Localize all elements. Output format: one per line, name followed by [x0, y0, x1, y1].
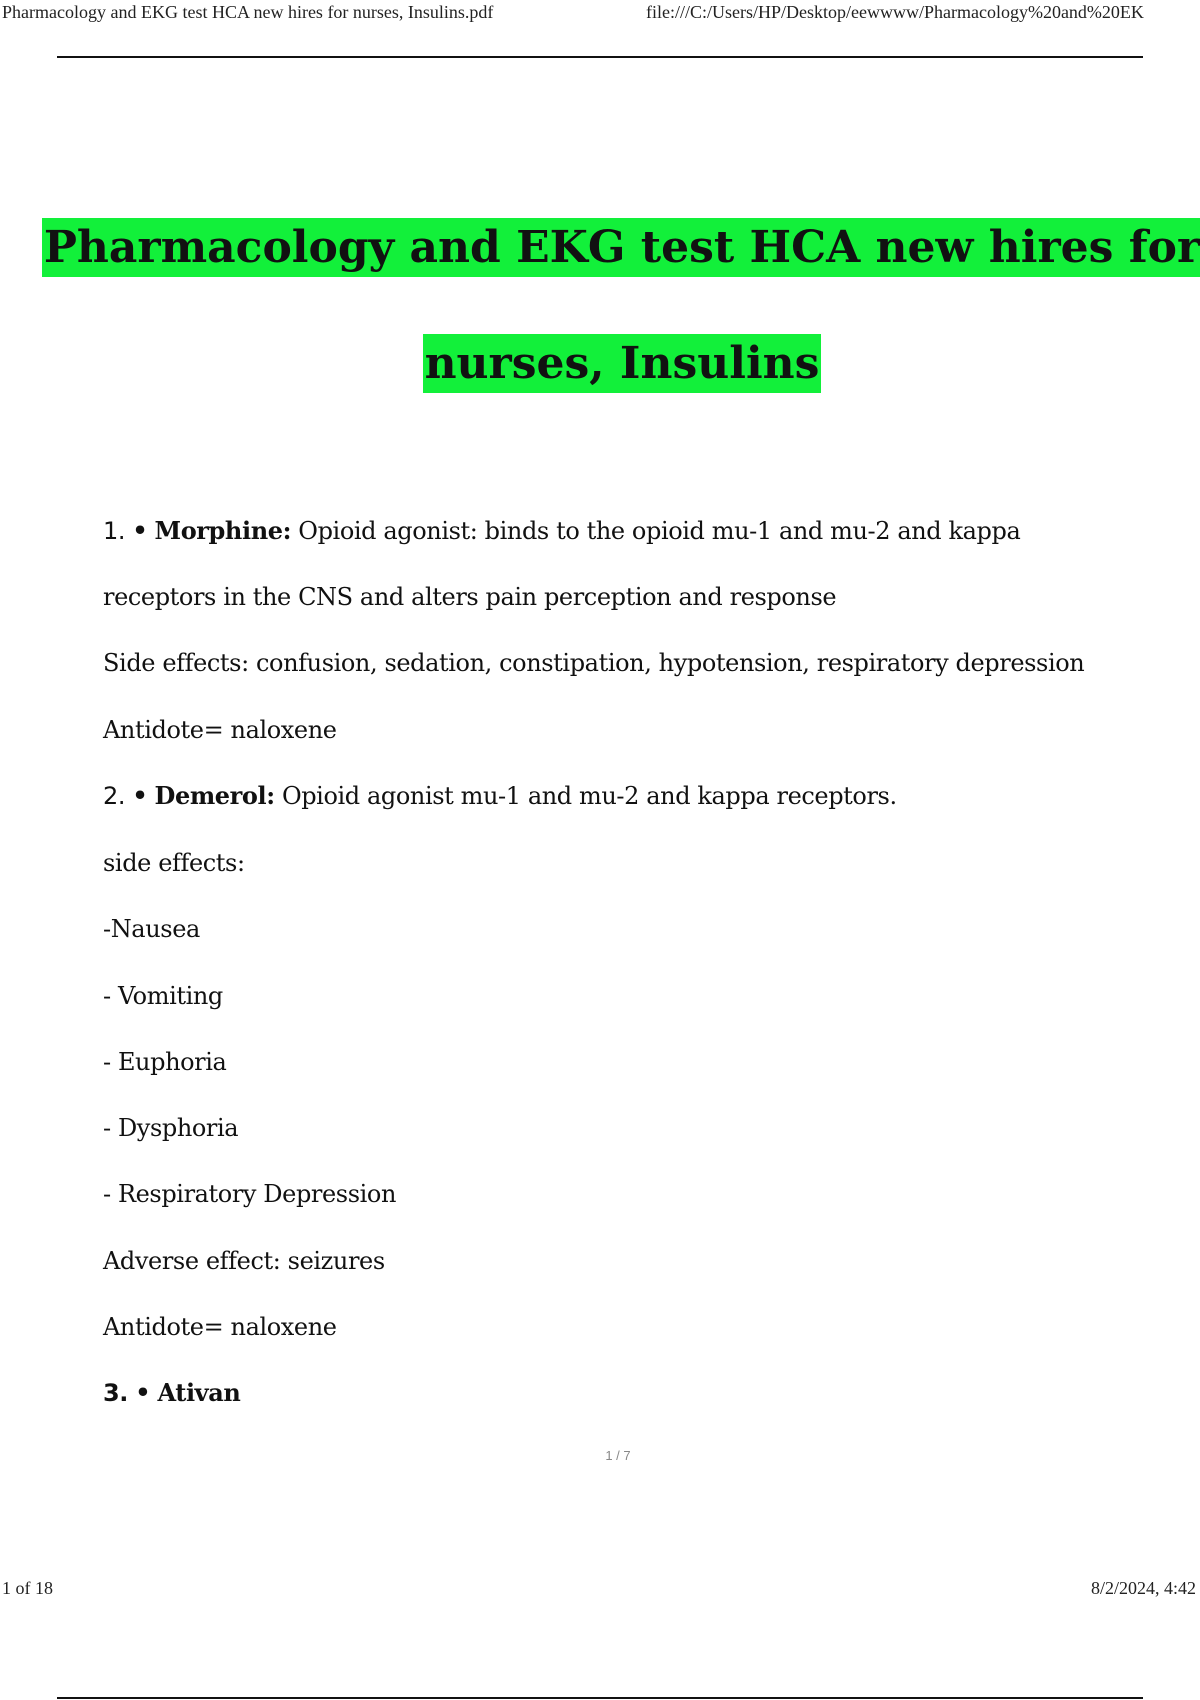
side-effect-item: - Euphoria: [103, 1048, 227, 1076]
item-2-number: 2.: [103, 782, 126, 810]
header-divider: [57, 56, 1143, 58]
item-1-antidote: Antidote= naloxene: [103, 716, 337, 744]
item-2-antidote: Antidote= naloxene: [103, 1313, 337, 1341]
side-effect-item: - Dysphoria: [103, 1114, 239, 1142]
print-header-title: Pharmacology and EKG test HCA new hires for nurses, Insulins.pdf: [2, 2, 494, 22]
item-1-name: Morphine:: [154, 516, 292, 545]
item-3-name: Ativan: [157, 1378, 241, 1407]
document-title: [0, 190, 1200, 422]
print-header: [0, 2, 1200, 24]
item-2-name: Demerol:: [154, 781, 275, 810]
print-header-url: file:///C:/Users/HP/Desktop/eewwww/Pharmacology%20and%20EK: [646, 2, 1144, 22]
side-effect-item: - Vomiting: [103, 982, 223, 1010]
item-3-number: 3.: [103, 1379, 129, 1407]
side-effect-item: -Nausea: [103, 915, 200, 943]
item-2-bullet: •: [132, 781, 148, 810]
item-2-side-effects-label: side effects:: [103, 849, 245, 877]
document-title-line-2: nurses, Insulins: [423, 334, 822, 393]
item-2-adverse-effect: Adverse effect: seizures: [103, 1247, 385, 1275]
item-1-description-line-2: receptors in the CNS and alters pain perception and response: [103, 583, 837, 611]
item-2-heading: [103, 781, 897, 811]
item-1-side-effects: Side effects: confusion, sedation, constipation, hypotension, respiratory depression: [103, 649, 1085, 677]
item-2-description: Opioid agonist mu-1 and mu-2 and kappa receptors.: [274, 782, 897, 810]
item-1-bullet: •: [132, 516, 148, 545]
side-effect-item: - Respiratory Depression: [103, 1180, 397, 1208]
page-indicator: 1 / 7: [605, 1448, 631, 1463]
item-3-bullet: •: [135, 1378, 151, 1407]
item-1-number: 1.: [103, 517, 126, 545]
item-1-heading: [103, 516, 1020, 546]
footer-divider: [57, 1697, 1143, 1699]
page-count: 1 of 18: [2, 1578, 53, 1598]
print-datetime: 8/2/2024, 4:42: [1090, 1578, 1196, 1598]
document-title-line-1: Pharmacology and EKG test HCA new hires for: [42, 218, 1200, 277]
item-3-heading: [103, 1378, 240, 1408]
item-1-description-line-1: Opioid agonist: binds to the opioid mu-1 and mu-2 and kappa: [291, 517, 1021, 545]
